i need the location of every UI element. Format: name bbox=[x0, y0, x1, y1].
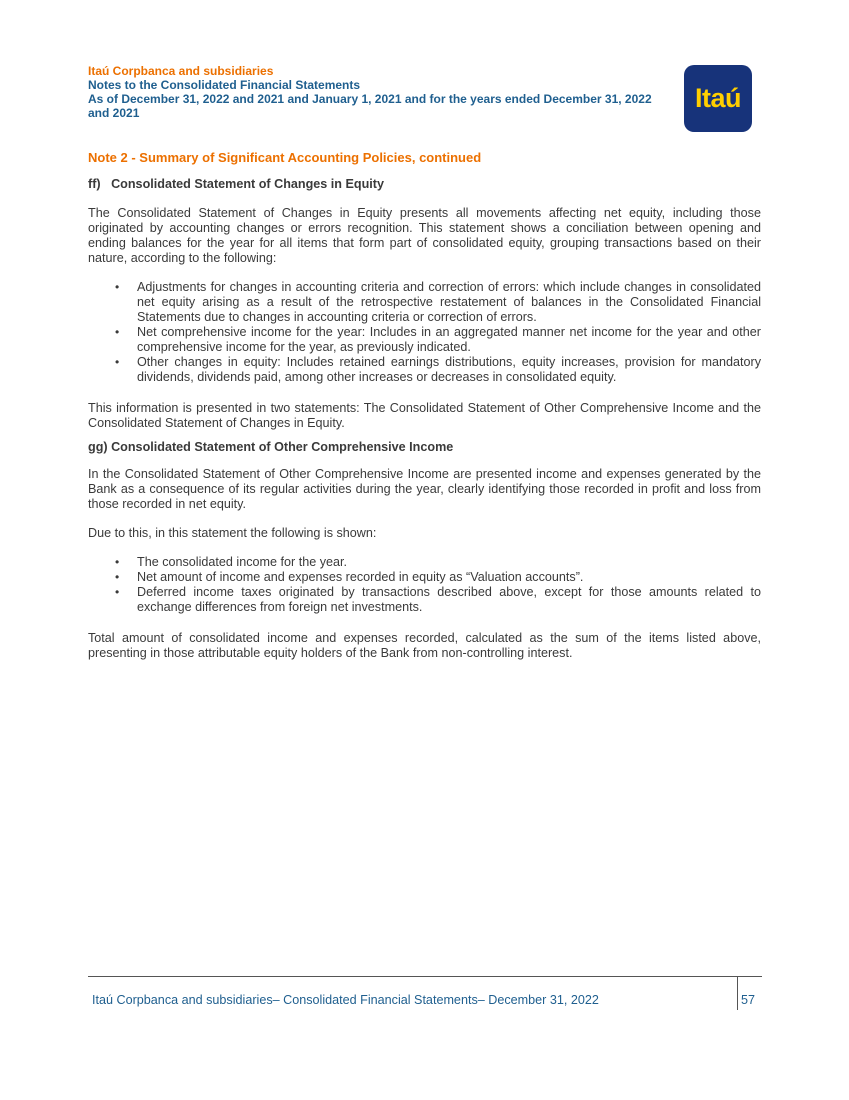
section-ff-title: ff) Consolidated Statement of Changes in Equity bbox=[88, 177, 384, 191]
page-content bbox=[88, 150, 761, 675]
section-gg-title: gg) Consolidated Statement of Other Comprehensive Income bbox=[88, 440, 454, 454]
list-item: • Adjustments for changes in accounting criteria and correction of errors: which include changes in consolidated net equity arising as a result of the retrospective restatement of balances in the Consolidated Financial Statements due to changes in accounting criteria or correction of errors. bbox=[137, 280, 761, 325]
list-item: • Net amount of income and expenses recorded in equity as “Valuation accounts”. bbox=[137, 570, 761, 585]
header-period-continued: and 2021 bbox=[88, 106, 140, 120]
section-gg-list bbox=[88, 555, 761, 615]
footer-page-divider bbox=[737, 976, 738, 1010]
logo-text: Itaú bbox=[694, 83, 741, 113]
section-gg-closing: Total amount of consolidated income and expenses recorded, calculated as the sum of the items listed above, presenting in those attributable equity holders of the Bank from non-controlling interest. bbox=[88, 631, 761, 660]
itau-logo bbox=[684, 65, 752, 132]
list-item: • The consolidated income for the year. bbox=[137, 555, 761, 570]
header-company: Itaú Corpbanca and subsidiaries bbox=[88, 64, 274, 78]
section-ff-intro: The Consolidated Statement of Changes in Equity presents all movements affecting net equity, including those originated by accounting changes or errors recognition. This statement shows a conciliation between opening and ending balances for the year for all items that form part of consolidated equity, grouping transactions based on their nature, according to the following: bbox=[88, 206, 761, 265]
list-item: • Other changes in equity: Includes retained earnings distributions, equity increases, provision for mandatory dividends, dividends paid, among other increases or decreases in consolidated equity. bbox=[137, 355, 761, 385]
footer-divider bbox=[88, 976, 762, 977]
section-ff-list bbox=[88, 280, 761, 385]
list-item: • Net comprehensive income for the year: Includes in an aggregated manner net income for the year and other comprehensive income for the year, as previously indicated. bbox=[137, 325, 761, 355]
header-period: As of December 31, 2022 and 2021 and January 1, 2021 and for the years ended December 31, 2022 bbox=[88, 92, 652, 106]
section-gg-intro: In the Consolidated Statement of Other Comprehensive Income are presented income and expenses generated by the Bank as a consequence of its regular activities during the year, clearly identifying those recorded in profit and loss from those recorded in net equity. bbox=[88, 467, 761, 511]
section-ff-closing: This information is presented in two statements: The Consolidated Statement of Other Comprehensive Income and the Consolidated Statement of Changes in Equity. bbox=[88, 401, 761, 430]
section-gg-lead: Due to this, in this statement the following is shown: bbox=[88, 526, 377, 540]
list-item: • Deferred income taxes originated by transactions described above, except for those amounts related to exchange differences from foreign net investments. bbox=[137, 585, 761, 615]
note-title: Note 2 - Summary of Significant Accounting Policies, continued bbox=[88, 150, 482, 165]
page-number: 57 bbox=[741, 993, 756, 1007]
document-header bbox=[88, 64, 678, 120]
header-subtitle: Notes to the Consolidated Financial Statements bbox=[88, 78, 361, 92]
footer-text: Itaú Corpbanca and subsidiaries– Consolidated Financial Statements– December 31, 2022 bbox=[92, 993, 599, 1007]
